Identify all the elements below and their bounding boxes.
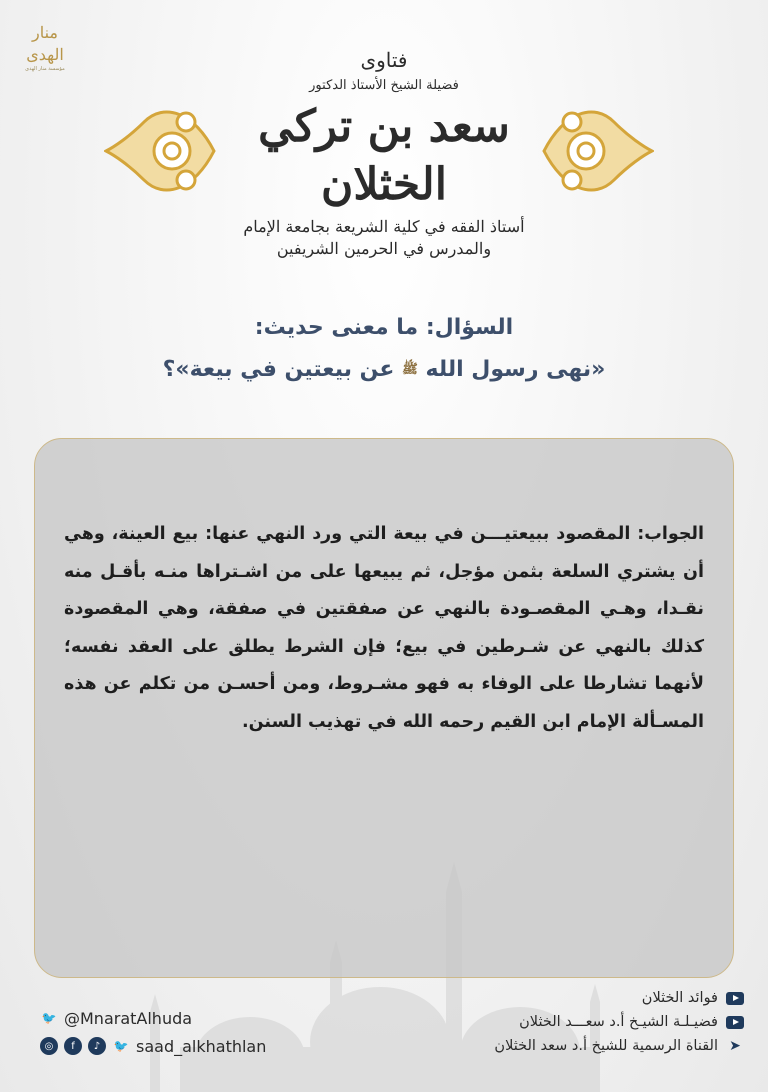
header-fatawa: فتاوى — [360, 48, 408, 72]
header-position-line2: والمدرس في الحرمين الشريفين — [276, 239, 492, 258]
channel-label: فضيـلـة الشيـخ أ.د سعـــد الخثلان — [519, 1014, 718, 1030]
sheikh-name: سعد بن تركي الخثلان — [258, 101, 510, 210]
facebook-icon: f — [64, 1037, 82, 1055]
question-line2 — [40, 350, 728, 390]
channel-label: فوائد الخثلان — [641, 990, 718, 1006]
footer-social-handles — [40, 1004, 270, 1060]
header-title-block — [200, 48, 568, 260]
salawat-honorific: ﷺ — [402, 362, 418, 377]
channel-label: القناة الرسمية للشيخ أ.د سعد الخثلان — [494, 1038, 718, 1054]
twitter-handle[interactable]: @MnaratAlhuda — [64, 1008, 193, 1028]
answer-text: الجواب: المقصود ببيعتيـــن في بيعة التي ورد النهي عنها: بيع العينة، وهي أن يشتري السلعة بثمن مؤجل، ثم يبيعها على من اشـتراها منـه بأقـل منه نقـدا، وهـي المقصـودة بالنهي عن صفقتين في صفقة، وهي المقصودة كذلك بالنهي عن شـرطين في بيع؛ فإن الشرط يطلق على العقد نفسه؛ لأنهما تشارطا على الوفاء به فهو مشـروط، ومن أحسـن من تكلم عن هذه المسـألة الإمام ابن القيم رحمه الله في تهذيب السنن. — [64, 524, 704, 732]
question-line2-before: «نهى رسول الله — [425, 357, 606, 382]
channel-item[interactable] — [454, 986, 744, 1010]
youtube-icon — [726, 992, 744, 1005]
tiktok-icon: ♪ — [88, 1037, 106, 1055]
twitter-icon: 🐦 — [41, 1011, 57, 1025]
institution-logo — [18, 22, 72, 78]
question-block — [40, 312, 728, 390]
twitter-icon: 🐦 — [113, 1039, 129, 1053]
instagram-icon: ◎ — [40, 1037, 58, 1055]
twitter-row — [40, 1004, 270, 1032]
telegram-icon: ➤ — [729, 1038, 741, 1054]
youtube-icon — [726, 1016, 744, 1029]
social-row — [40, 1032, 270, 1060]
question-line2-after: عن بيعتين في بيعة»؟ — [162, 357, 395, 382]
logo-mark: منار الهدى — [26, 23, 64, 64]
logo-tagline: مؤسسة منار الهدى — [25, 66, 65, 72]
channel-item[interactable] — [454, 1034, 744, 1058]
footer-channels — [454, 986, 744, 1058]
channel-item[interactable] — [454, 1010, 744, 1034]
header-position-line1: أستاذ الفقه في كلية الشريعة بجامعة الإمام — [243, 217, 525, 236]
social-handle[interactable]: saad_alkhathlan — [136, 1036, 267, 1056]
header-honorific: فضيلة الشيخ الأستاذ الدكتور — [309, 78, 459, 93]
question-line1: السؤال: ما معنى حديث: — [254, 315, 514, 340]
